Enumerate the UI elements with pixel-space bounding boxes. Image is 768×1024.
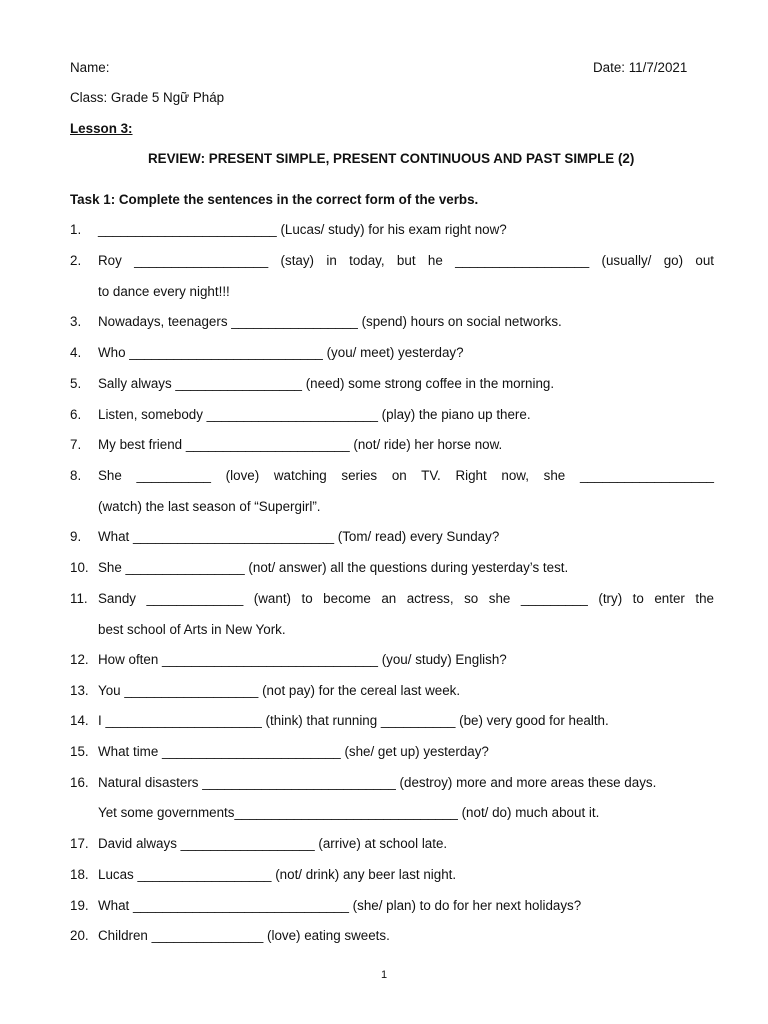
item-text: ________________________ (Lucas/ study) for his exam right now? bbox=[98, 222, 507, 237]
item-text-continuation: best school of Arts in New York. bbox=[98, 622, 286, 637]
page-number: 1 bbox=[380, 969, 388, 981]
review-title: REVIEW: PRESENT SIMPLE, PRESENT CONTINUOUS AND PAST SIMPLE (2) bbox=[148, 151, 635, 166]
item-text: Sally always _________________ (need) some strong coffee in the morning. bbox=[98, 376, 555, 391]
item-text: Roy __________________ (stay) in today, but he __________________ (usually/ go) out bbox=[98, 253, 714, 268]
date-label: Date: 11/7/2021 bbox=[593, 60, 688, 75]
item-text-continuation: (watch) the last season of “Supergirl”. bbox=[98, 499, 321, 514]
item-number: 17. bbox=[70, 836, 89, 851]
item-number: 13. bbox=[70, 683, 89, 698]
item-text: Children _______________ (love) eating sweets. bbox=[98, 928, 390, 943]
item-text: How often _____________________________ (you/ study) English? bbox=[98, 652, 507, 667]
item-number: 15. bbox=[70, 744, 89, 759]
item-text: David always __________________ (arrive) at school late. bbox=[98, 836, 448, 851]
item-number: 20. bbox=[70, 928, 89, 943]
name-label: Name: bbox=[70, 60, 110, 75]
item-number: 16. bbox=[70, 775, 89, 790]
item-number: 7. bbox=[70, 437, 82, 452]
item-number: 12. bbox=[70, 652, 89, 667]
item-number: 19. bbox=[70, 898, 89, 913]
class-label: Class: Grade 5 Ngữ Pháp bbox=[70, 90, 225, 105]
item-number: 9. bbox=[70, 529, 82, 544]
item-text: What _____________________________ (she/ plan) to do for her next holidays? bbox=[98, 898, 582, 913]
lesson-label: Lesson 3: bbox=[70, 121, 133, 136]
item-text: Who __________________________ (you/ meet) yesterday? bbox=[98, 345, 464, 360]
item-text: What time ________________________ (she/ get up) yesterday? bbox=[98, 744, 489, 759]
item-text: She ________________ (not/ answer) all the questions during yesterday’s test. bbox=[98, 560, 569, 575]
item-number: 1. bbox=[70, 222, 82, 237]
item-number: 10. bbox=[70, 560, 89, 575]
item-text: She __________ (love) watching series on TV. Right now, she __________________ bbox=[98, 468, 714, 483]
item-text: My best friend ______________________ (not/ ride) her horse now. bbox=[98, 437, 503, 452]
item-text: You __________________ (not pay) for the cereal last week. bbox=[98, 683, 461, 698]
item-number: 4. bbox=[70, 345, 82, 360]
item-text: What ___________________________ (Tom/ read) every Sunday? bbox=[98, 529, 500, 544]
item-number: 2. bbox=[70, 253, 82, 268]
item-text: Nowadays, teenagers _________________ (spend) hours on social networks. bbox=[98, 314, 562, 329]
item-number: 5. bbox=[70, 376, 82, 391]
item-text: Sandy _____________ (want) to become an actress, so she _________ (try) to enter the bbox=[98, 591, 714, 606]
item-text-continuation: to dance every night!!! bbox=[98, 284, 230, 299]
item-number: 6. bbox=[70, 407, 82, 422]
item-text: Lucas __________________ (not/ drink) any beer last night. bbox=[98, 867, 457, 882]
task-title: Task 1: Complete the sentences in the correct form of the verbs. bbox=[70, 192, 479, 207]
item-number: 3. bbox=[70, 314, 82, 329]
item-number: 8. bbox=[70, 468, 82, 483]
item-number: 14. bbox=[70, 713, 89, 728]
item-text-continuation: Yet some governments______________________________ (not/ do) much about it. bbox=[98, 805, 600, 820]
item-number: 11. bbox=[70, 591, 88, 606]
item-number: 18. bbox=[70, 867, 89, 882]
item-text: Natural disasters __________________________ (destroy) more and more areas these days. bbox=[98, 775, 657, 790]
item-text: Listen, somebody _______________________ (play) the piano up there. bbox=[98, 407, 531, 422]
item-text: I _____________________ (think) that running __________ (be) very good for health. bbox=[98, 713, 609, 728]
